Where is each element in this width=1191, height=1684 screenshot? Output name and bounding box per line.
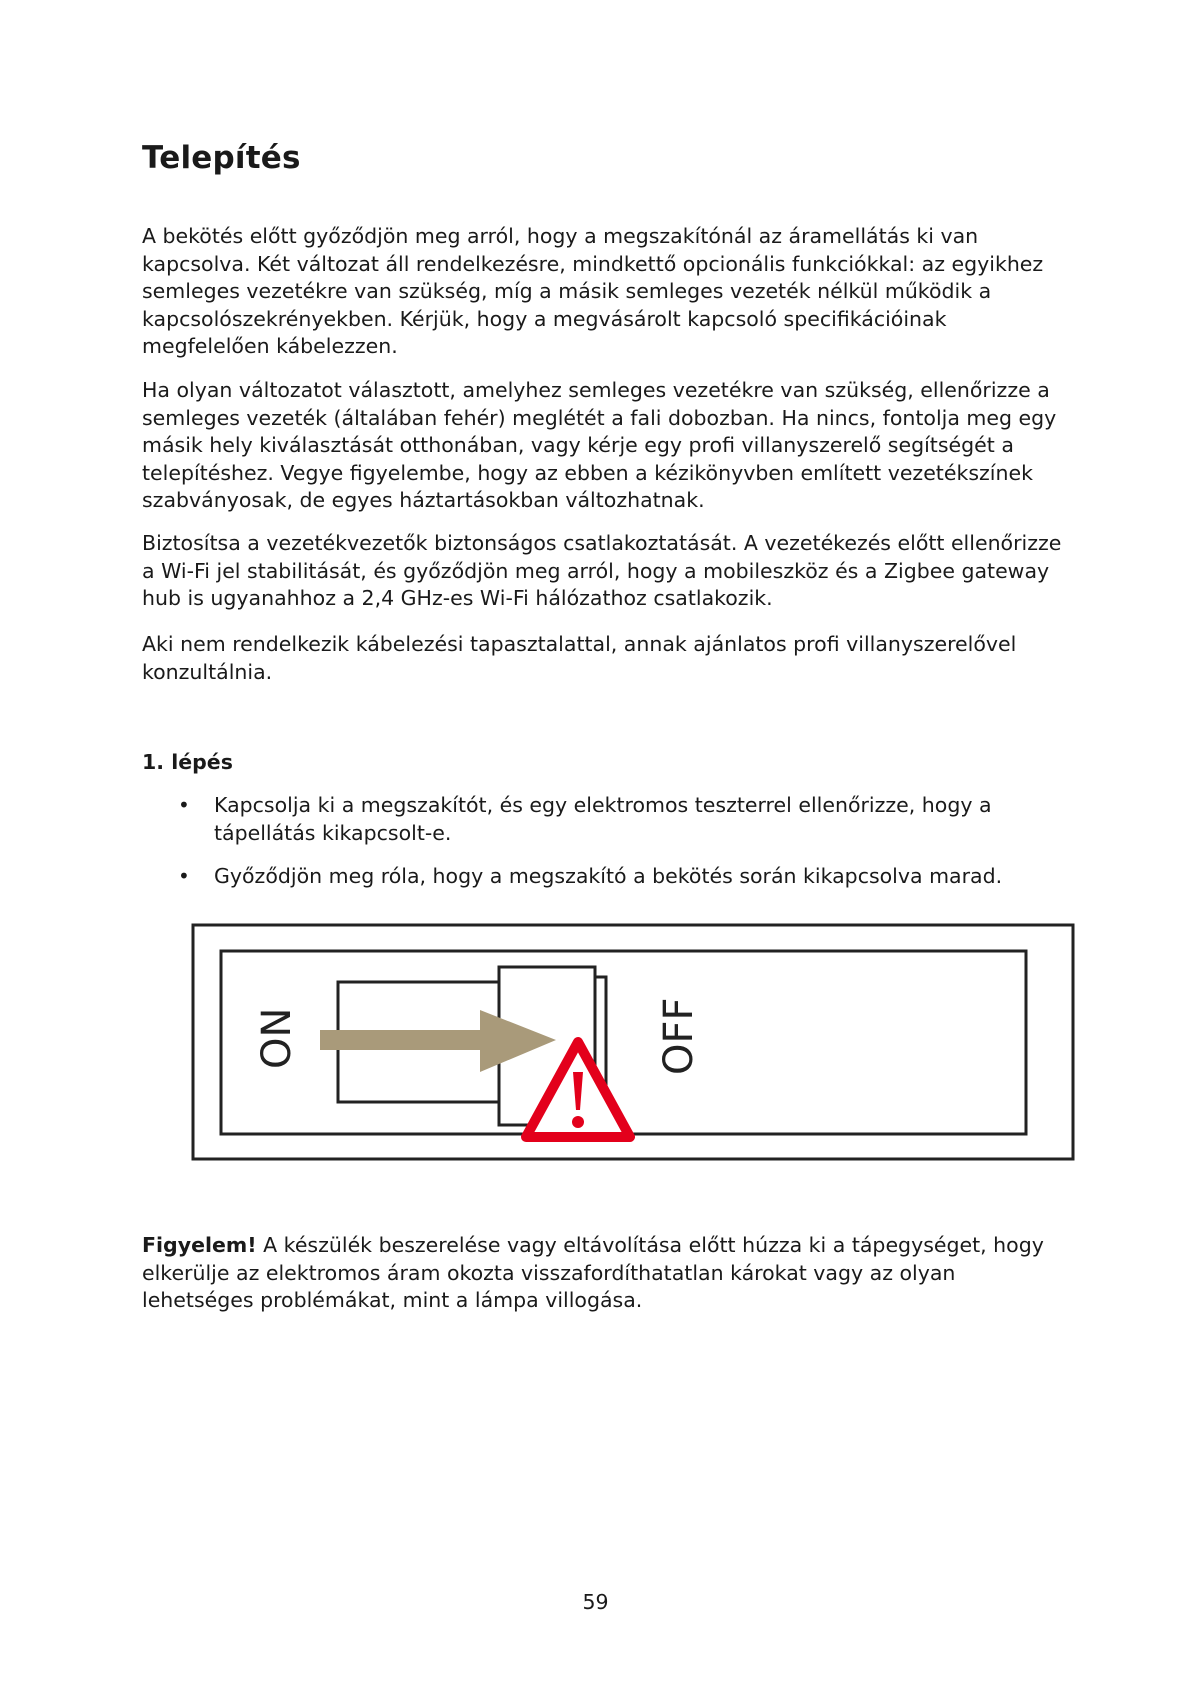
bullet-text: Kapcsolja ki a megszakítót, és egy elektromos teszterrel ellenőrizze, hogy a tápellátás kikapcsolt-e.	[214, 793, 992, 845]
off-label: OFF	[656, 997, 702, 1075]
paragraph-neutral-wire: Ha olyan változatot választott, amelyhez semleges vezetékre van szükség, ellenőrizze a semleges vezeték (általában fehér) meglétét a fali dobozban. Ha nincs, fontolja meg egy másik hely kiválasztását otthonában, vagy kérje egy profi villanyszerelő segítségét a telepítéshez. Vegye figyelembe, hogy az ebben a kézikönyvben említett vezetékszínek szabványosak, de egyes háztartásokban változhatnak.	[142, 378, 1057, 512]
warning-note	[142, 1232, 1062, 1315]
page-title: Telepítés	[142, 140, 301, 176]
list-item	[142, 792, 1042, 847]
on-label: ON	[254, 1007, 300, 1069]
step-title: 1. lépés	[142, 750, 233, 774]
paragraph-power-off: A bekötés előtt győződjön meg arról, hogy a megszakítónál az áramellátás ki van kapcsolva. Két változat áll rendelkezésre, mindkettő opcionális funkciókkal: az egyikhez semleges vezetékre van szükség, míg a másik semleges vezeték nélkül működik a kapcsolószekrényekben. Kérjük, hogy a megvásárolt kapcsoló specifikációinak megfelelően kábelezzen.	[142, 224, 1044, 358]
step-bullet-list	[142, 792, 1042, 907]
warning-label: Figyelem!	[142, 1233, 257, 1257]
circuit-breaker-figure	[190, 922, 1080, 1172]
page-number: 59	[582, 1590, 609, 1614]
paragraph-electrician: Aki nem rendelkezik kábelezési tapasztalattal, annak ajánlatos profi villanyszerelővel konzultálnia.	[142, 632, 1017, 684]
bullet-icon: •	[178, 864, 190, 888]
warning-text: A készülék beszerelése vagy eltávolítása előtt húzza ki a tápegységet, hogy elkerülje az elektromos áram okozta visszafordíthatatlan károkat vagy az olyan lehetséges problémákat, mint a lámpa villogása.	[142, 1233, 1044, 1312]
paragraph-wifi: Biztosítsa a vezetékvezetők biztonságos csatlakoztatását. A vezetékezés előtt ellenőrizze a Wi-Fi jel stabilitását, és győződjön meg arról, hogy a mobileszköz és a Zigbee gateway hub is ugyanahhoz a 2,4 GHz-es Wi-Fi hálózathoz csatlakozik.	[142, 531, 1062, 610]
bullet-icon: •	[178, 793, 190, 817]
list-item	[142, 863, 1042, 891]
bullet-text: Győződjön meg róla, hogy a megszakító a bekötés során kikapcsolva marad.	[214, 864, 1003, 888]
